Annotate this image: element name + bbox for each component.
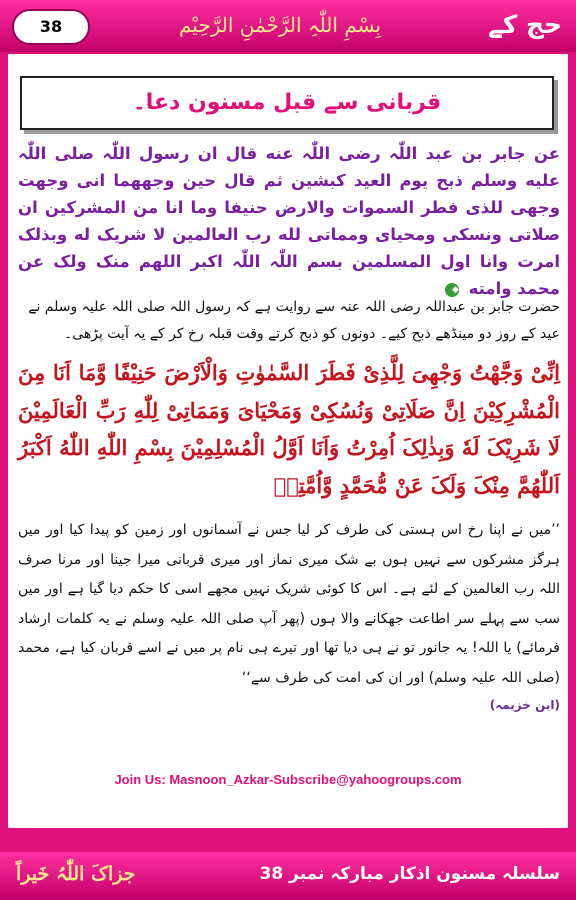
section-heading-box: [20, 76, 554, 130]
dua-arabic-text: اِنِّیْ وَجَّهْتُ وَجْهِیَ لِلَّذِیْ فَطَرَ السَّمٰوٰتِ وَالْاَرْضَ حَنِیْفًا وَّمَا اَنَا مِنَ الْمُشْرِکِیْنَ اِنَّ صَلَاتِیْ وَنُسُکِیْ وَمَحْیَایَ وَمَمَاتِیْ لِلّٰهِ رَبِّ الْعَالَمِیْنَ لَا شَرِیْکَ لَهٗ وَبِذٰلِکَ اُمِرْتُ وَاَنَا اَوَّلُ الْمُسْلِمِیْنَ بِسْمِ اللّٰهِ اللّٰهُ اَکْبَرُ اَللّٰهُمَّ مِنْکَ وَلَکَ عَنْ مُّحَمَّدٍ وَّاُمَّتِهٖ: [18, 360, 560, 498]
translation-body: ’’میں نے اپنا رخ اس ہستی کی طرف کر لیا جس نے آسمانوں اور زمین کو پیدا کیا اور میں ہرگز مشرکوں سے نہیں ہوں بے شک میری نماز اور میری قربانی میرا جینا اور مرنا صرف اللہ رب العالمین کے لئے ہے۔ اس کا کوئی شریک نہیں مجھے اسی کا حکم دیا گیا ہے اور میں سب سے پہلے سر اطاعت جھکانے والا ہوں (پھر آپ صلی اللہ علیہ وسلم نے یہ کلمات ارشاد فرمائے) یا اللہ! یہ جانور تو نے ہی دیا تھا اور تیرے ہی نام پر میں نے اسے قربان کیا ہے، محمد (صلی اللہ علیہ وسلم) اور ان کی امت کی طرف سے‘‘: [18, 522, 560, 686]
footer-blessing: جزاکَ اللّٰہُ خَیراً: [16, 863, 136, 885]
hadith-source: (ابن خزیمہ): [489, 698, 560, 712]
bismillah-calligraphy: بِسْمِ اللّٰہِ الرَّحْمٰنِ الرَّحِيْم: [178, 13, 381, 37]
join-link[interactable]: Join Us: Masnoon_Azkar-Subscribe@yahoogroups.com: [114, 772, 462, 787]
urdu-translation: [18, 516, 560, 715]
content-area: [8, 54, 568, 828]
section-heading: قربانی سے قبل مسنون دعا۔: [132, 90, 442, 115]
page-number-badge: 38: [12, 9, 90, 45]
urdu-introduction: حضرت جابر بن عبداللہ رضی اللہ عنہ سے روایت ہے کہ رسول اللہ صلی اللہ علیہ وسلم نے عید کے روز دو مینڈھے ذبح کیے۔ دونوں کو ذبح کرتے وقت قبلہ رخ کر کے یہ آیت پڑھی۔: [28, 299, 560, 342]
footer-series-label: سلسلہ مسنون اذکار مبارکہ نمبر 38: [259, 864, 560, 884]
header-bar: [0, 0, 576, 52]
reference-marker-icon: ◆: [445, 283, 459, 297]
footer-bar: [0, 852, 576, 900]
hadith-arabic-body: عن جابر بن عبد اللّٰہ رضی اللّٰہ عنه قال ان رسول اللّٰہ صلی اللّٰہ علیه وسلم ذبح یوم العید کبشین ثم قال حین وجههما انی وجهت وجهی للذی فطر السموات والارض حنیفا وما انا من المشرکین ان صلاتی ونسکی ومحیای ومماتی لله رب العالمین لا شریک له وبذلک امرت وانا اول المسلمین بسم اللّٰہ اللّٰہ اکبر اللهم منک ولک عن محمد وامته: [18, 144, 560, 298]
book-title: حج کے: [488, 10, 562, 39]
hadith-arabic-text: [18, 140, 560, 302]
